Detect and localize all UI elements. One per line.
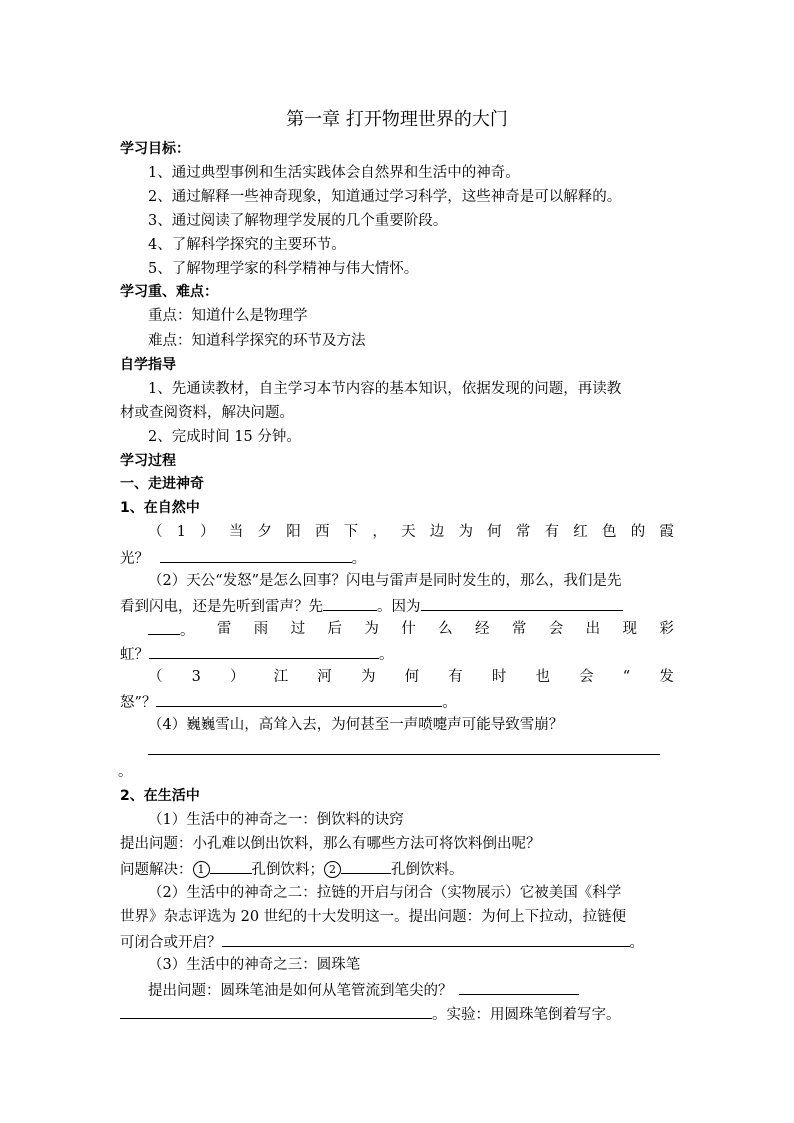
life-item-1: （1）生活中的神奇之一：倒饮料的诀窍 bbox=[148, 812, 404, 828]
goal-item: 4、了解科学探究的主要环节。 bbox=[148, 237, 346, 253]
question-4-end: 。 bbox=[118, 764, 133, 780]
life-item-2: （2）生活中的神奇之二：拉链的开启与闭合（实物展示）它被美国《科学 bbox=[148, 885, 622, 901]
life-item-1-solution: 问题解决： 1 孔倒饮料； 2 孔倒饮料。 bbox=[120, 858, 464, 880]
goal-item: 3、通过阅读了解物理学发展的几个重要阶段。 bbox=[148, 213, 448, 229]
answer-blank[interactable] bbox=[148, 754, 660, 755]
question-2-cont: 虹？ 。 bbox=[120, 643, 394, 665]
life-item-3-question: 提出问题：圆珠笔油是如何从笔管流到笔尖的？ bbox=[148, 979, 579, 1001]
difficulty-point: 难点：知道科学探究的环节及方法 bbox=[148, 333, 366, 349]
life-item-2-cont: 可闭合或开启？ 。 bbox=[120, 931, 644, 953]
answer-blank[interactable] bbox=[156, 691, 442, 707]
question-3-line: （ 3 ） 江 河 为 何 有 时 也 会 “ 发 bbox=[148, 669, 674, 685]
goal-item: 2、通过解释一些神奇现象，知道通过学习科学，这些神奇是可以解释的。 bbox=[148, 189, 622, 205]
answer-blank[interactable] bbox=[323, 595, 377, 611]
guide-item: 1、先通读教材，自主学习本节内容的基本知识，依据发现的问题，再读教 bbox=[148, 381, 622, 397]
process-heading: 学习过程 bbox=[120, 453, 176, 469]
question-2-cont: 。 雷 雨 过 后 为 什 么 经 常 会 出 现 彩 bbox=[148, 619, 674, 641]
question-4-line: （4）巍巍雪山，高耸入去，为何甚至一声喷嚏声可能导致雪崩？ bbox=[148, 717, 564, 733]
answer-blank[interactable] bbox=[120, 1003, 432, 1019]
answer-blank[interactable] bbox=[149, 643, 379, 659]
answer-blank[interactable] bbox=[148, 619, 180, 635]
life-item-3: （3）生活中的神奇之三：圆珠笔 bbox=[148, 957, 361, 973]
life-item-3-cont: 。实验：用圆珠笔倒着写字。 bbox=[120, 1003, 621, 1025]
answer-blank[interactable] bbox=[421, 595, 623, 611]
life-item-2-cont: 世界》杂志评选为 20 世纪的十大发明这一。提出问题：为何上下拉动，拉链便 bbox=[120, 909, 627, 925]
question-1-cont: 光？ 。 bbox=[120, 547, 366, 569]
answer-blank[interactable] bbox=[210, 858, 252, 874]
subsection-heading: 1、在自然中 bbox=[120, 500, 200, 516]
circled-number: 1 bbox=[193, 861, 210, 878]
key-points-heading: 学习重、难点： bbox=[120, 284, 218, 300]
page-title: 第一章 打开物理世界的大门 bbox=[286, 109, 508, 130]
section-heading: 一、走进神奇 bbox=[120, 476, 204, 492]
answer-blank[interactable] bbox=[341, 858, 391, 874]
guide-heading: 自学指导 bbox=[120, 357, 176, 373]
guide-item: 2、完成时间 15 分钟。 bbox=[148, 429, 301, 445]
question-2-cont: 看到闪电，还是先听到雷声？先 。因为 bbox=[120, 595, 623, 617]
answer-blank[interactable] bbox=[160, 547, 352, 563]
focus-point: 重点：知道什么是物理学 bbox=[148, 308, 308, 324]
goal-item: 5、了解物理学家的科学精神与伟大情怀。 bbox=[148, 261, 419, 277]
guide-item-cont: 材或查阅资料，解决问题。 bbox=[120, 405, 294, 421]
goal-item: 1、通过典型事例和生活实践体会自然界和生活中的神奇。 bbox=[148, 165, 520, 181]
answer-blank[interactable] bbox=[222, 931, 630, 947]
question-2-line: （2）天公“发怒”是怎么回事？闪电与雷声是同时发生的，那么，我们是先 bbox=[148, 573, 622, 589]
goals-heading: 学习目标： bbox=[120, 141, 190, 157]
circled-number: 2 bbox=[324, 861, 341, 878]
question-3-cont: 怒”？ 。 bbox=[120, 691, 457, 713]
answer-blank[interactable] bbox=[459, 979, 579, 995]
question-1-line: （ 1 ） 当 夕 阳 西 下 ， 天 边 为 何 常 有 红 色 的 霞 bbox=[148, 524, 674, 540]
subsection-heading: 2、在生活中 bbox=[120, 788, 200, 804]
life-item-1-question: 提出问题：小孔难以倒出饮料，那么有哪些方法可将饮料倒出呢？ bbox=[120, 836, 541, 852]
